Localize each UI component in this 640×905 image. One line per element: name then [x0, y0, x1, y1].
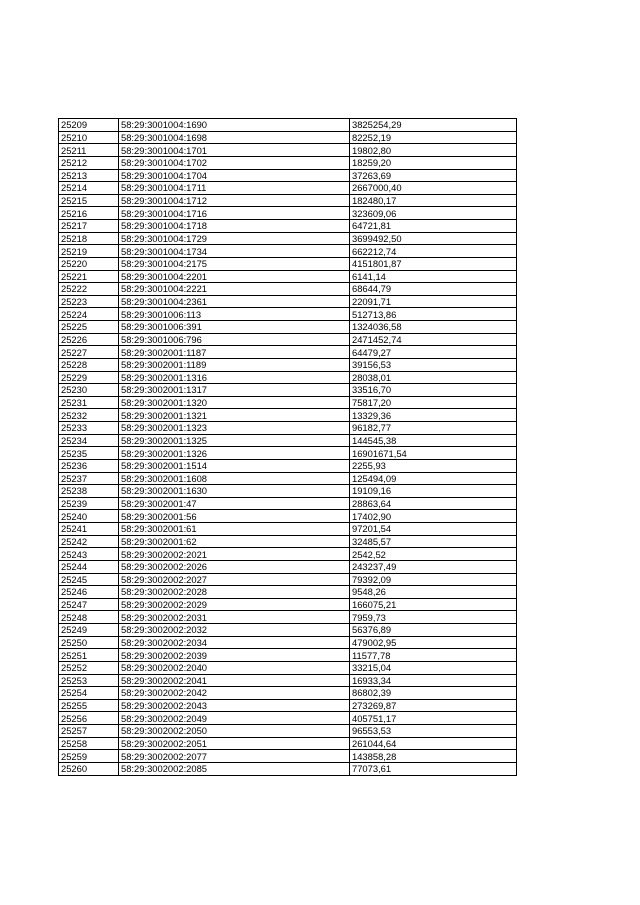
table-row	[59, 636, 517, 649]
value-cell: 75817,20	[350, 396, 517, 409]
row-number-cell: 25233	[59, 422, 119, 435]
cadastral-number-cell: 58:29:3001004:1704	[119, 169, 350, 182]
value-cell: 6141,14	[350, 270, 517, 283]
row-number-cell: 25218	[59, 232, 119, 245]
table-row	[59, 384, 517, 397]
table-row	[59, 573, 517, 586]
cadastral-number-cell: 58:29:3002002:2026	[119, 560, 350, 573]
cadastral-number-cell: 58:29:3001004:2201	[119, 270, 350, 283]
cadastral-number-cell: 58:29:3002002:2032	[119, 624, 350, 637]
value-cell: 18259,20	[350, 156, 517, 169]
table-row	[59, 535, 517, 548]
cadastral-number-cell: 58:29:3001006:391	[119, 321, 350, 334]
value-cell: 96553,53	[350, 725, 517, 738]
row-number-cell: 25243	[59, 548, 119, 561]
row-number-cell: 25220	[59, 257, 119, 270]
table-row	[59, 611, 517, 624]
row-number-cell: 25251	[59, 649, 119, 662]
row-number-cell: 25213	[59, 169, 119, 182]
value-cell: 2542,52	[350, 548, 517, 561]
value-cell: 3825254,29	[350, 119, 517, 132]
row-number-cell: 25216	[59, 207, 119, 220]
value-cell: 166075,21	[350, 598, 517, 611]
row-number-cell: 25219	[59, 245, 119, 258]
table-row	[59, 750, 517, 763]
value-cell: 9548,26	[350, 586, 517, 599]
row-number-cell: 25248	[59, 611, 119, 624]
table-row	[59, 485, 517, 498]
table-row	[59, 560, 517, 573]
cadastral-number-cell: 58:29:3002001:1325	[119, 434, 350, 447]
row-number-cell: 25222	[59, 283, 119, 296]
table-row	[59, 447, 517, 460]
table-row	[59, 144, 517, 157]
row-number-cell: 25260	[59, 762, 119, 775]
row-number-cell: 25210	[59, 131, 119, 144]
row-number-cell: 25225	[59, 321, 119, 334]
table-row	[59, 295, 517, 308]
value-cell: 13329,36	[350, 409, 517, 422]
row-number-cell: 25224	[59, 308, 119, 321]
cadastral-number-cell: 58:29:3002001:1514	[119, 459, 350, 472]
row-number-cell: 25254	[59, 687, 119, 700]
table-row	[59, 283, 517, 296]
row-number-cell: 25246	[59, 586, 119, 599]
cadastral-number-cell: 58:29:3001004:1718	[119, 220, 350, 233]
table-row	[59, 220, 517, 233]
table-row	[59, 422, 517, 435]
table-row	[59, 396, 517, 409]
cadastral-number-cell: 58:29:3002001:1317	[119, 384, 350, 397]
cadastral-number-cell: 58:29:3002001:1608	[119, 472, 350, 485]
table-row	[59, 459, 517, 472]
value-cell: 3699492,50	[350, 232, 517, 245]
cadastral-number-cell: 58:29:3001004:1690	[119, 119, 350, 132]
value-cell: 143858,28	[350, 750, 517, 763]
table-row	[59, 346, 517, 359]
cadastral-number-cell: 58:29:3002002:2040	[119, 661, 350, 674]
value-cell: 662212,74	[350, 245, 517, 258]
row-number-cell: 25250	[59, 636, 119, 649]
row-number-cell: 25253	[59, 674, 119, 687]
cadastral-number-cell: 58:29:3002002:2050	[119, 725, 350, 738]
table-row	[59, 358, 517, 371]
cadastral-number-cell: 58:29:3002001:1320	[119, 396, 350, 409]
row-number-cell: 25256	[59, 712, 119, 725]
cadastral-number-cell: 58:29:3002002:2049	[119, 712, 350, 725]
table-row	[59, 333, 517, 346]
value-cell: 56376,89	[350, 624, 517, 637]
cadastral-number-cell: 58:29:3001004:1729	[119, 232, 350, 245]
table-row	[59, 762, 517, 775]
row-number-cell: 25209	[59, 119, 119, 132]
row-number-cell: 25239	[59, 497, 119, 510]
cadastral-number-cell: 58:29:3001004:2221	[119, 283, 350, 296]
row-number-cell: 25232	[59, 409, 119, 422]
row-number-cell: 25236	[59, 459, 119, 472]
row-number-cell: 25215	[59, 194, 119, 207]
value-cell: 182480,17	[350, 194, 517, 207]
table-row	[59, 245, 517, 258]
row-number-cell: 25241	[59, 523, 119, 536]
cadastral-number-cell: 58:29:3002001:1321	[119, 409, 350, 422]
cadastral-number-cell: 58:29:3002001:61	[119, 523, 350, 536]
row-number-cell: 25230	[59, 384, 119, 397]
table-row	[59, 371, 517, 384]
row-number-cell: 25255	[59, 699, 119, 712]
row-number-cell: 25238	[59, 485, 119, 498]
cadastral-number-cell: 58:29:3002001:1316	[119, 371, 350, 384]
value-cell: 86802,39	[350, 687, 517, 700]
cadastral-number-cell: 58:29:3001004:1734	[119, 245, 350, 258]
row-number-cell: 25237	[59, 472, 119, 485]
row-number-cell: 25244	[59, 560, 119, 573]
cadastral-number-cell: 58:29:3001004:1701	[119, 144, 350, 157]
value-cell: 82252,19	[350, 131, 517, 144]
cadastral-number-cell: 58:29:3001004:2175	[119, 257, 350, 270]
value-cell: 7959,73	[350, 611, 517, 624]
value-cell: 68644,79	[350, 283, 517, 296]
cadastral-number-cell: 58:29:3002002:2039	[119, 649, 350, 662]
value-cell: 273269,87	[350, 699, 517, 712]
table-row	[59, 308, 517, 321]
row-number-cell: 25259	[59, 750, 119, 763]
value-cell: 4151801,87	[350, 257, 517, 270]
table-row	[59, 699, 517, 712]
row-number-cell: 25223	[59, 295, 119, 308]
row-number-cell: 25211	[59, 144, 119, 157]
row-number-cell: 25228	[59, 358, 119, 371]
table-row	[59, 548, 517, 561]
cadastral-number-cell: 58:29:3002001:1189	[119, 358, 350, 371]
value-cell: 33516,70	[350, 384, 517, 397]
value-cell: 32485,57	[350, 535, 517, 548]
table-row	[59, 523, 517, 536]
cadastral-number-cell: 58:29:3002001:1326	[119, 447, 350, 460]
table-row	[59, 687, 517, 700]
table-row	[59, 156, 517, 169]
row-number-cell: 25214	[59, 182, 119, 195]
cadastral-number-cell: 58:29:3002002:2041	[119, 674, 350, 687]
table-row	[59, 649, 517, 662]
value-cell: 77073,61	[350, 762, 517, 775]
table-row	[59, 725, 517, 738]
table-row	[59, 232, 517, 245]
value-cell: 28038,01	[350, 371, 517, 384]
cadastral-number-cell: 58:29:3002002:2085	[119, 762, 350, 775]
table-row	[59, 472, 517, 485]
table-row	[59, 674, 517, 687]
table-row	[59, 409, 517, 422]
table-row	[59, 270, 517, 283]
table-row	[59, 119, 517, 132]
table-body	[59, 119, 517, 776]
row-number-cell: 25235	[59, 447, 119, 460]
table-row	[59, 586, 517, 599]
value-cell: 2471452,74	[350, 333, 517, 346]
value-cell: 33215,04	[350, 661, 517, 674]
table-row	[59, 598, 517, 611]
row-number-cell: 25231	[59, 396, 119, 409]
value-cell: 96182,77	[350, 422, 517, 435]
value-cell: 1324036,58	[350, 321, 517, 334]
value-cell: 512713,86	[350, 308, 517, 321]
value-cell: 125494,09	[350, 472, 517, 485]
value-cell: 28863,64	[350, 497, 517, 510]
cadastral-number-cell: 58:29:3002002:2027	[119, 573, 350, 586]
cadastral-value-table	[58, 118, 517, 776]
row-number-cell: 25252	[59, 661, 119, 674]
row-number-cell: 25249	[59, 624, 119, 637]
value-cell: 243237,49	[350, 560, 517, 573]
cadastral-number-cell: 58:29:3001004:1711	[119, 182, 350, 195]
row-number-cell: 25242	[59, 535, 119, 548]
cadastral-number-cell: 58:29:3002002:2029	[119, 598, 350, 611]
row-number-cell: 25234	[59, 434, 119, 447]
value-cell: 16933,34	[350, 674, 517, 687]
value-cell: 261044,64	[350, 737, 517, 750]
value-cell: 79392,09	[350, 573, 517, 586]
row-number-cell: 25212	[59, 156, 119, 169]
table-row	[59, 207, 517, 220]
cadastral-number-cell: 58:29:3002001:1323	[119, 422, 350, 435]
cadastral-number-cell: 58:29:3002002:2028	[119, 586, 350, 599]
table-row	[59, 510, 517, 523]
value-cell: 37263,69	[350, 169, 517, 182]
cadastral-number-cell: 58:29:3001004:1702	[119, 156, 350, 169]
row-number-cell: 25221	[59, 270, 119, 283]
value-cell: 405751,17	[350, 712, 517, 725]
cadastral-number-cell: 58:29:3002001:47	[119, 497, 350, 510]
value-cell: 19109,16	[350, 485, 517, 498]
table-row	[59, 712, 517, 725]
value-cell: 39156,53	[350, 358, 517, 371]
table-row	[59, 434, 517, 447]
value-cell: 17402,90	[350, 510, 517, 523]
value-cell: 97201,54	[350, 523, 517, 536]
table-row	[59, 131, 517, 144]
cadastral-number-cell: 58:29:3001004:2361	[119, 295, 350, 308]
table-row	[59, 737, 517, 750]
cadastral-number-cell: 58:29:3001006:113	[119, 308, 350, 321]
table-row	[59, 497, 517, 510]
table-row	[59, 194, 517, 207]
value-cell: 323609,06	[350, 207, 517, 220]
cadastral-number-cell: 58:29:3002002:2034	[119, 636, 350, 649]
cadastral-number-cell: 58:29:3002002:2051	[119, 737, 350, 750]
value-cell: 64721,81	[350, 220, 517, 233]
row-number-cell: 25227	[59, 346, 119, 359]
cadastral-number-cell: 58:29:3002001:1630	[119, 485, 350, 498]
row-number-cell: 25258	[59, 737, 119, 750]
value-cell: 64479,27	[350, 346, 517, 359]
table-row	[59, 624, 517, 637]
value-cell: 11577,78	[350, 649, 517, 662]
row-number-cell: 25240	[59, 510, 119, 523]
cadastral-number-cell: 58:29:3002002:2021	[119, 548, 350, 561]
row-number-cell: 25217	[59, 220, 119, 233]
cadastral-number-cell: 58:29:3002001:56	[119, 510, 350, 523]
value-cell: 22091,71	[350, 295, 517, 308]
row-number-cell: 25245	[59, 573, 119, 586]
value-cell: 2667000,40	[350, 182, 517, 195]
value-cell: 144545,38	[350, 434, 517, 447]
table-row	[59, 257, 517, 270]
cadastral-number-cell: 58:29:3002002:2031	[119, 611, 350, 624]
cadastral-number-cell: 58:29:3002002:2042	[119, 687, 350, 700]
cadastral-number-cell: 58:29:3001004:1716	[119, 207, 350, 220]
cadastral-number-cell: 58:29:3001004:1698	[119, 131, 350, 144]
cadastral-number-cell: 58:29:3002001:62	[119, 535, 350, 548]
table-row	[59, 661, 517, 674]
row-number-cell: 25229	[59, 371, 119, 384]
value-cell: 2255,93	[350, 459, 517, 472]
cadastral-number-cell: 58:29:3002001:1187	[119, 346, 350, 359]
table-row	[59, 182, 517, 195]
value-cell: 479002,95	[350, 636, 517, 649]
value-cell: 16901671,54	[350, 447, 517, 460]
value-cell: 19802,80	[350, 144, 517, 157]
row-number-cell: 25226	[59, 333, 119, 346]
cadastral-number-cell: 58:29:3001006:796	[119, 333, 350, 346]
row-number-cell: 25247	[59, 598, 119, 611]
table-row	[59, 321, 517, 334]
cadastral-number-cell: 58:29:3002002:2043	[119, 699, 350, 712]
table-row	[59, 169, 517, 182]
row-number-cell: 25257	[59, 725, 119, 738]
cadastral-number-cell: 58:29:3001004:1712	[119, 194, 350, 207]
cadastral-number-cell: 58:29:3002002:2077	[119, 750, 350, 763]
